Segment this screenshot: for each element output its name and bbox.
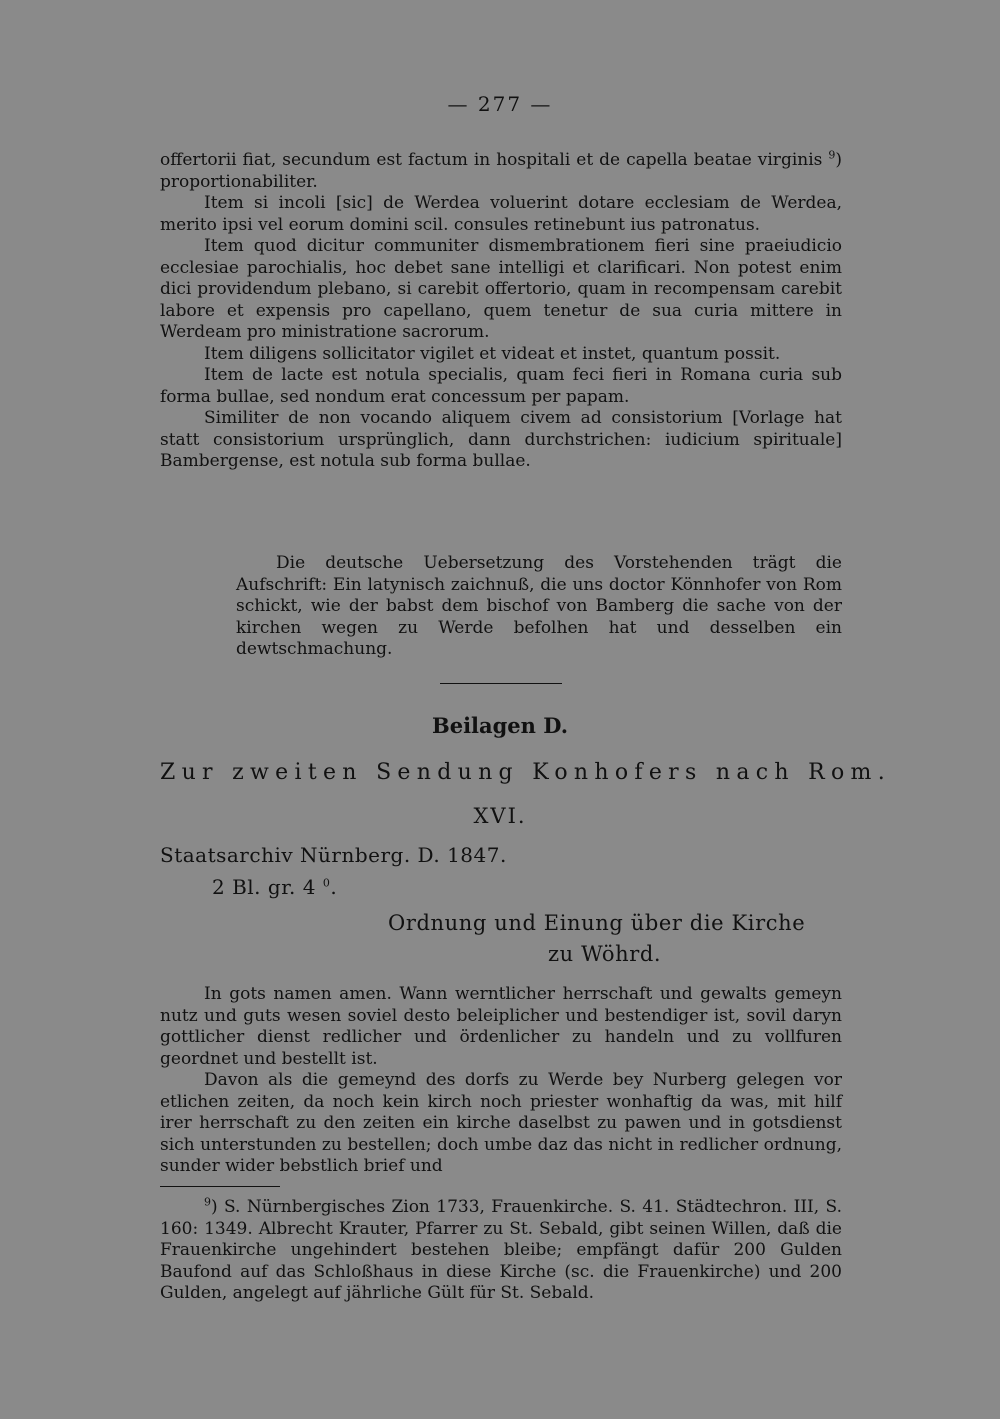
archive-reference: Staatsarchiv Nürnberg. D. 1847. <box>160 843 507 867</box>
footnote-marker: 9 <box>204 1195 211 1209</box>
footnote-ref: 9 <box>828 148 836 162</box>
paragraph: Similiter de non vocando aliquem civem ad consistorium [Vorlage hat statt consistorium ursprünglich, dann durchstrichen: iudicium spirituale] Bambergense, est notula sub forma bullae. <box>160 408 842 471</box>
footnote-paragraph <box>160 1197 842 1305</box>
page-number: — 277 — <box>447 92 553 116</box>
paragraph-text-end: ) proportionabiliter. <box>160 150 843 192</box>
format-end: . <box>330 875 338 899</box>
document-title-line-1: Ordnung und Einung über die Kirche <box>388 911 806 935</box>
paragraph: Davon als die gemeynd des dorfs zu Werde bey Nurberg gelegen vor etlichen zeiten, da noch kein kirch noch priester wonhaftig da was, mit hilf irer herrschaft zu den zeiten ein kirche daselbst zu pawen und in gotsdienst sich unterstunden zu bestellen; doch umbe daz das nicht in redlicher ordnung, sunder wider bebstlich brief und <box>160 1070 842 1176</box>
paragraph: Item de lacte est notula specialis, quam feci fieri in Romana curia sub forma bullae, sed nondum erat concessum per papam. <box>160 365 842 407</box>
format-reference <box>212 875 337 899</box>
format-superscript: 0 <box>322 876 331 890</box>
format-text: 2 Bl. gr. 4 <box>212 875 316 899</box>
section-subtitle: Zur zweiten Sendung Konhofers nach Rom. <box>160 760 891 785</box>
footnote-text: ) S. Nürnbergisches Zion 1733, Frauenkirche. S. 41. Städtechron. III, S. 160: 1349. Albrecht Krauter, Pfarrer zu St. Sebald, gibt seinen Willen, daß die Frauenkirche ungehindert bestehen bleibe; empfängt dafür 200 Gulden Baufond auf das Schloßhaus in diese Kirche (sc. die Frauenkirche) und 200 Gulden, angelegt auf jährliche Gült für St. Sebald. <box>160 1197 842 1303</box>
paragraph: Item si incoli [sic] de Werdea voluerint dotare ecclesiam de Werdea, merito ipsi vel eorum domini scil. consules retinebunt ius patronatus. <box>160 193 842 235</box>
latin-text-block <box>160 150 842 473</box>
paragraph: Item diligens sollicitator vigilet et videat et instet, quantum possit. <box>204 343 781 364</box>
document-number: XVI. <box>473 804 527 828</box>
german-text-block <box>160 984 842 1178</box>
document-title-line-2: zu Wöhrd. <box>548 942 662 966</box>
footnote <box>160 1197 842 1305</box>
paragraph: In gots namen amen. Wann werntlicher herrschaft und gewalts gemeyn nutz und guts wesen soviel desto beleiplicher und bestendiger ist, sovil daryn gottlicher dienst redlicher und ördenlicher zu handeln und zu vollfuren geordnet und bestellt ist. <box>160 984 842 1069</box>
german-translation-note: Die deutsche Uebersetzung des Vorstehenden trägt die Aufschrift: Ein latynisch zaichnuß, die uns doctor Könnhofer von Rom schickt, wie der babst dem bischof von Bamberg die sache von der kirchen wegen zu Werde befolhen hat und desselben ein dewtschmachung. <box>236 553 842 659</box>
paragraph-text: offertorii fiat, secundum est factum in hospitali et de capella beatae virginis <box>160 150 823 170</box>
paragraph <box>160 150 842 193</box>
section-title: Beilagen D. <box>431 713 569 738</box>
footnote-divider <box>160 1186 280 1187</box>
paragraph: Item quod dicitur communiter dismembrationem fieri sine praeiudicio ecclesiae parochialis, hoc debet sane intelligi et clarificari. Non potest enim dici providendum plebano, si carebit offertorio, quam in recompensam carebit labore et expensis pro capellano, quem tenetur de sua curia mittere in Werdeam pro ministratione sacrorum. <box>160 236 842 342</box>
section-divider <box>440 683 562 684</box>
